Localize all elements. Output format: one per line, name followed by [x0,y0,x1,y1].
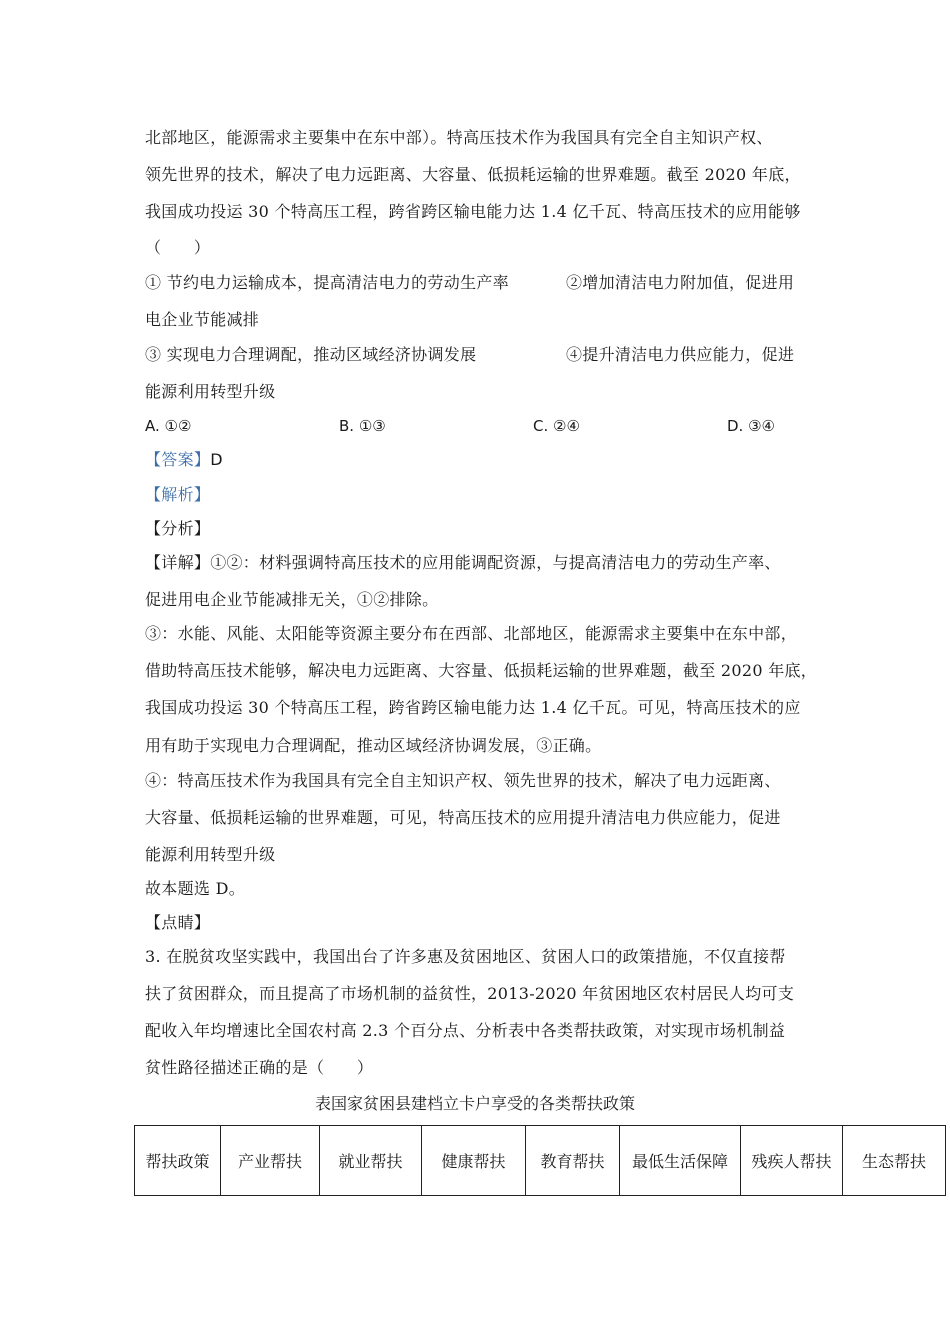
table-cell-employment: 就业帮扶 [320,1126,422,1196]
dianjing-tag: 【点睛】 [145,913,211,932]
detail-line-7: ④：特高压技术作为我国具有完全自主知识产权、领先世界的技术，解决了电力远距离、 [145,771,781,790]
detail-line-8: 大容量、低损耗运输的世界难题，可见，特高压技术的应用提升清洁电力供应能力，促进 [145,808,781,827]
q2-stem-line-4: （ ） [145,238,211,257]
detail-tag: 【详解】 [145,553,211,572]
q2-statement-4-cont: 能源利用转型升级 [145,382,276,401]
detail-line-9: 能源利用转型升级 [145,845,276,864]
q2-statement-1: ① 节约电力运输成本，提高清洁电力的劳动生产率 [145,273,509,292]
option-c: C. ②④ [533,417,580,435]
table-cell-policy: 帮扶政策 [135,1126,221,1196]
table-row [135,1126,946,1196]
option-d: D. ③④ [727,417,775,435]
q3-stem-line-2: 扶了贫困群众，而且提高了市场机制的益贫性，2013-2020 年贫困地区农村居民人均可支 [145,984,795,1003]
detail-line-5: 我国成功投运 30 个特高压工程，跨省跨区输电能力达 1.4 亿千瓦。可见，特高压技术的应 [145,698,801,717]
answer-line [145,450,223,470]
table-cell-industry: 产业帮扶 [221,1126,320,1196]
policy-table [134,1125,946,1196]
table-cell-education: 教育帮扶 [526,1126,620,1196]
q3-stem-line-1: 3. 在脱贫攻坚实践中，我国出台了许多惠及贫困地区、贫困人口的政策措施，不仅直接帮 [145,947,786,966]
detail-line-1 [145,553,781,573]
q2-stem-line-3: 我国成功投运 30 个特高压工程，跨省跨区输电能力达 1.4 亿千瓦、特高压技术的应用能够 [145,202,801,221]
answer-tag: 【答案】 [145,450,211,469]
option-a: A. ①② [145,417,192,435]
fenxi-tag: 【分析】 [145,519,211,538]
q2-stem-line-2: 领先世界的技术，解决了电力远距离、大容量、低损耗运输的世界难题。截至 2020 年底， [145,165,801,184]
table-cell-disabled: 残疾人帮扶 [741,1126,843,1196]
option-b: B. ①③ [339,417,386,435]
detail-line-4: 借助特高压技术能够，解决电力远距离、大容量、低损耗运输的世界难题，截至 2020 年底， [145,661,818,680]
table-cell-health: 健康帮扶 [422,1126,526,1196]
detail-text-1: ①②：材料强调特高压技术的应用能调配资源，与提高清洁电力的劳动生产率、 [210,553,781,572]
analysis-tag: 【解析】 [145,485,211,504]
q3-stem-line-3: 配收入年均增速比全国农村高 2.3 个百分点、分析表中各类帮扶政策，对实现市场机制益 [145,1021,786,1040]
q3-stem-line-4: 贫性路径描述正确的是（ ） [145,1058,374,1077]
table-cell-ecology: 生态帮扶 [843,1126,946,1196]
answer-value: D [210,450,223,469]
q2-statement-2-cont: 电企业节能减排 [145,310,260,329]
detail-line-2: 促进用电企业节能减排无关，①②排除。 [145,590,439,609]
q2-statement-2: ②增加清洁电力附加值，促进用 [566,273,795,292]
table-cell-min-living: 最低生活保障 [620,1126,741,1196]
detail-line-10: 故本题选 D。 [145,879,246,898]
q2-stem-line-1: 北部地区，能源需求主要集中在东中部）。特高压技术作为我国具有完全自主知识产权、 [145,128,773,147]
table-caption: 表国家贫困县建档立卡户享受的各类帮扶政策 [314,1094,635,1113]
q2-statement-3: ③ 实现电力合理调配，推动区域经济协调发展 [145,345,477,364]
detail-line-3: ③：水能、风能、太阳能等资源主要分布在西部、北部地区，能源需求主要集中在东中部， [145,624,798,643]
q2-statement-4: ④提升清洁电力供应能力，促进 [566,345,795,364]
detail-line-6: 用有助于实现电力合理调配，推动区域经济协调发展，③正确。 [145,736,602,755]
